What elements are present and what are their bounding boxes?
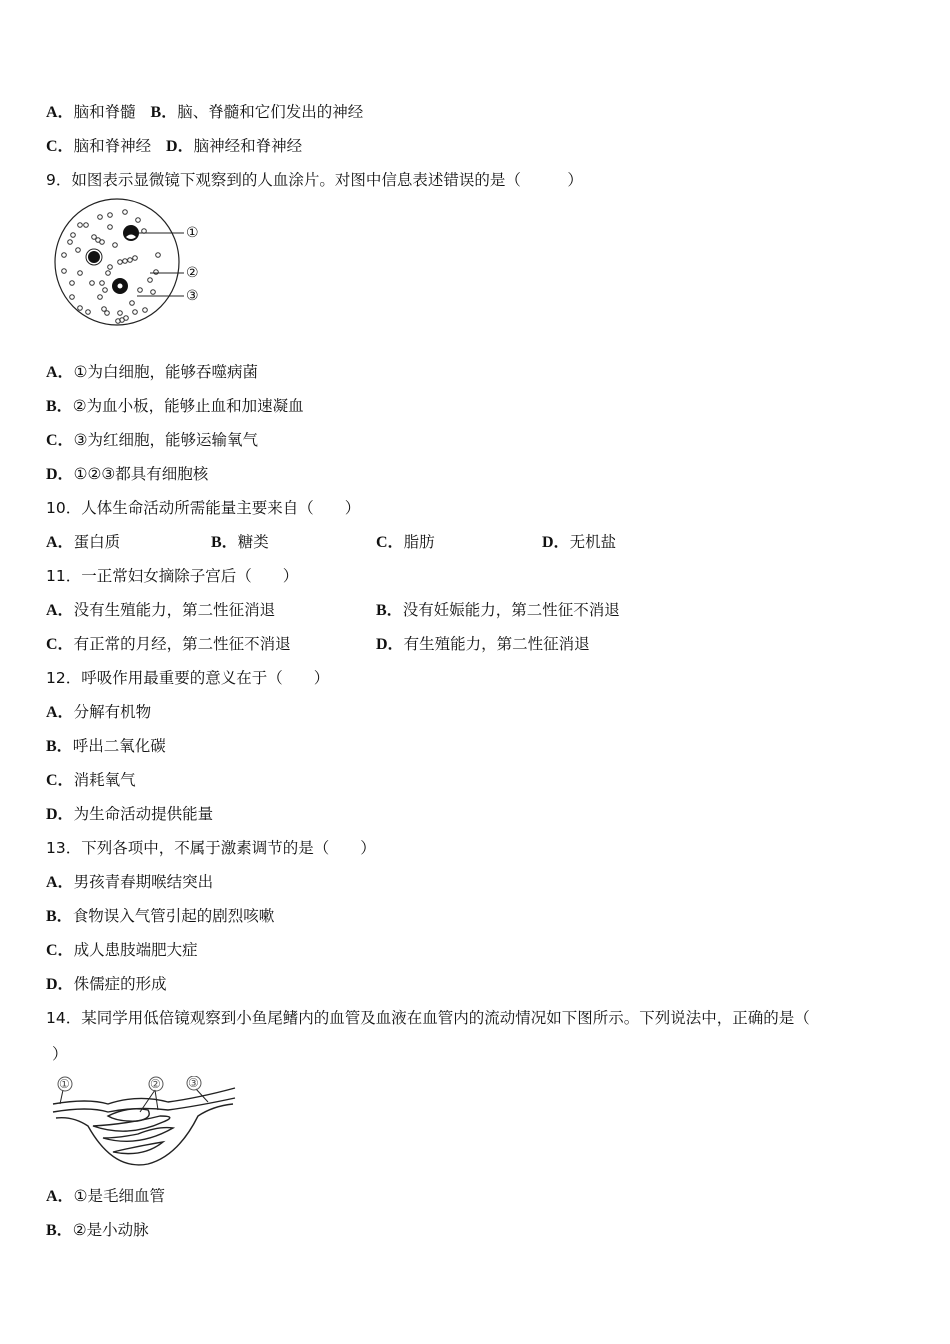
q13-option-c[interactable] xyxy=(46,940,198,960)
option-text: 脑神经和脊神经 xyxy=(193,137,303,155)
q10-options xyxy=(46,532,616,552)
option-label: A． xyxy=(46,364,74,381)
option-label: D． xyxy=(376,636,404,653)
option-label: C． xyxy=(46,942,74,959)
figure-label-3: ③ xyxy=(186,288,199,304)
q9-stem: 9．如图表示显微镜下观察到的人血涂片。对图中信息表述错误的是（ ） xyxy=(46,171,583,189)
figure-label-2: ② xyxy=(186,265,199,281)
option-label: C． xyxy=(46,432,74,449)
option-text: 没有生殖能力，第二性征消退 xyxy=(73,601,276,619)
option-text: 脑、脊髓和它们发出的神经 xyxy=(177,103,364,121)
option-text: ②是小动脉 xyxy=(72,1221,149,1239)
option-label: D． xyxy=(46,806,74,823)
option-label: C． xyxy=(376,534,404,551)
option-label: C． xyxy=(46,138,74,155)
option-text: 蛋白质 xyxy=(73,533,121,551)
option-label: B． xyxy=(211,534,238,551)
fish-tail-vessels-figure xyxy=(48,1076,243,1171)
option-label: D． xyxy=(46,466,74,483)
option-text: 没有妊娠能力，第二性征不消退 xyxy=(402,601,620,619)
figure-label-2: ② xyxy=(150,1077,161,1091)
option-text: 为生命活动提供能量 xyxy=(73,805,214,823)
q8-option-d[interactable] xyxy=(166,136,302,157)
option-label: A． xyxy=(46,104,74,121)
q10-option-b[interactable] xyxy=(211,532,376,553)
option-text: 脂肪 xyxy=(403,533,435,551)
q8-option-b[interactable] xyxy=(151,102,364,123)
q11-option-b[interactable] xyxy=(376,600,620,621)
q10-option-a[interactable] xyxy=(46,532,211,553)
option-label: A． xyxy=(46,1188,74,1205)
option-text: 成人患肢端肥大症 xyxy=(73,941,198,959)
option-text: 有正常的月经，第二性征不消退 xyxy=(73,635,291,653)
q11-option-d[interactable] xyxy=(376,634,590,655)
figure-label-3: ③ xyxy=(188,1076,199,1090)
q8-option-c[interactable] xyxy=(46,136,151,157)
option-text: 食物误入气管引起的剧烈咳嗽 xyxy=(72,907,275,925)
q14-stem-end: ） xyxy=(52,1045,68,1063)
q10-option-c[interactable] xyxy=(376,532,542,553)
q10-stem: 10．人体生命活动所需能量主要来自（ ） xyxy=(46,499,361,517)
q13-option-d[interactable] xyxy=(46,974,167,994)
q11-option-a[interactable] xyxy=(46,600,376,621)
q11-options-row-1 xyxy=(46,600,620,620)
option-text: ①②③都具有细胞核 xyxy=(73,465,209,483)
q12-option-c[interactable] xyxy=(46,770,136,790)
q12-option-d[interactable] xyxy=(46,804,213,824)
option-text: ①是毛细血管 xyxy=(73,1187,165,1205)
option-text: ②为血小板，能够止血和加速凝血 xyxy=(72,397,304,415)
option-label: C． xyxy=(46,636,74,653)
q10-option-d[interactable] xyxy=(542,532,616,553)
option-text: 有生殖能力，第二性征消退 xyxy=(403,635,590,653)
q14-option-b[interactable] xyxy=(46,1220,149,1240)
q11-stem: 11．一正常妇女摘除子宫后（ ） xyxy=(46,567,299,585)
option-text: 分解有机物 xyxy=(73,703,152,721)
option-text: 侏儒症的形成 xyxy=(73,975,167,993)
figure-label-1: ① xyxy=(186,225,199,241)
option-text: 脑和脊髓 xyxy=(73,103,136,121)
q12-option-b[interactable] xyxy=(46,736,166,756)
option-text: ①为白细胞，能够吞噬病菌 xyxy=(73,363,258,381)
q13-option-b[interactable] xyxy=(46,906,274,926)
option-label: B． xyxy=(46,398,73,415)
q12-option-a[interactable] xyxy=(46,702,151,722)
q9-option-d[interactable] xyxy=(46,464,208,484)
option-label: D． xyxy=(166,138,194,155)
option-label: B． xyxy=(46,908,73,925)
option-label: A． xyxy=(46,534,74,551)
q9-option-b[interactable] xyxy=(46,396,304,416)
option-label: A． xyxy=(46,874,74,891)
q8-option-a[interactable] xyxy=(46,102,136,123)
option-text: 脑和脊神经 xyxy=(73,137,152,155)
figure-label-1: ① xyxy=(59,1077,70,1091)
option-label: B． xyxy=(46,1222,73,1239)
option-label: A． xyxy=(46,602,74,619)
q8-options-row-2 xyxy=(46,136,302,156)
q14-stem: 14．某同学用低倍镜观察到小鱼尾鳍内的血管及血液在血管内的流动情况如下图所示。下列说法中，正确的是（ xyxy=(46,1009,810,1027)
option-label: B． xyxy=(46,738,73,755)
q12-stem: 12．呼吸作用最重要的意义在于（ ） xyxy=(46,669,330,687)
q14-option-a[interactable] xyxy=(46,1186,165,1206)
option-label: A． xyxy=(46,704,74,721)
option-text: 呼出二氧化碳 xyxy=(72,737,166,755)
option-label: D． xyxy=(542,534,570,551)
option-text: 无机盐 xyxy=(569,533,617,551)
option-label: D． xyxy=(46,976,74,993)
option-text: 消耗氧气 xyxy=(73,771,136,789)
q8-options-row-1 xyxy=(46,102,363,122)
option-text: ③为红细胞，能够运输氧气 xyxy=(73,431,258,449)
option-label: B． xyxy=(150,104,178,121)
option-label: B． xyxy=(376,602,403,619)
option-label: C． xyxy=(46,772,74,789)
q13-stem: 13．下列各项中，不属于激素调节的是（ ） xyxy=(46,839,376,857)
q11-options-row-2 xyxy=(46,634,590,654)
q9-option-c[interactable] xyxy=(46,430,258,450)
q9-option-a[interactable] xyxy=(46,362,258,382)
q13-option-a[interactable] xyxy=(46,872,213,892)
q11-option-c[interactable] xyxy=(46,634,376,655)
option-text: 男孩青春期喉结突出 xyxy=(73,873,214,891)
option-text: 糖类 xyxy=(237,533,269,551)
